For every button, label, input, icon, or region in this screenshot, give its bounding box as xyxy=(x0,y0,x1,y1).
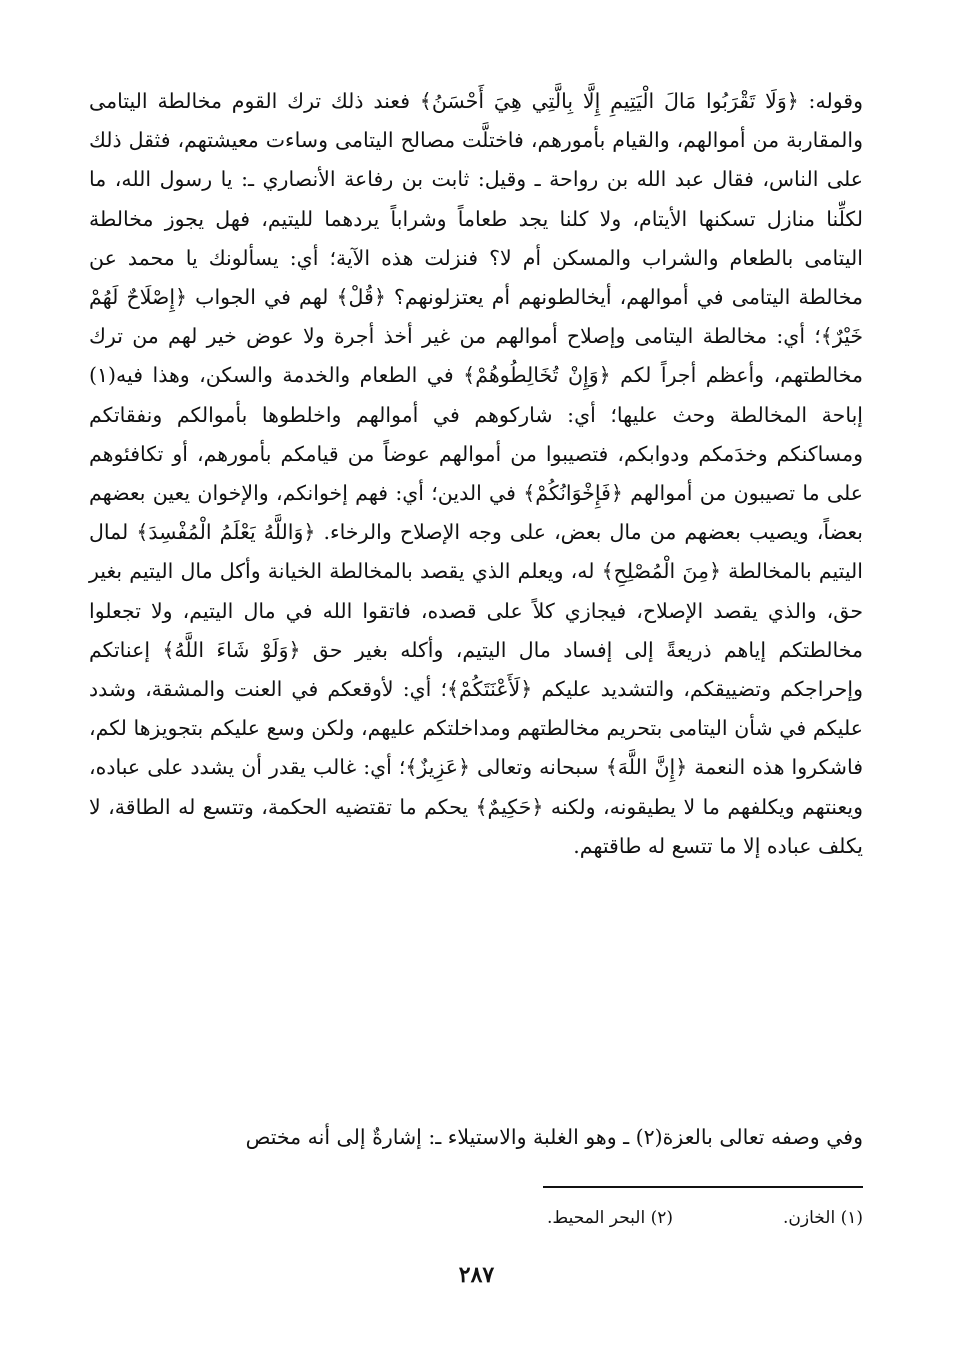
footnote-1: (١) الخازن. xyxy=(783,1208,863,1228)
page-number: ٢٨٧ xyxy=(458,1262,495,1288)
main-paragraph: وقوله: ﴿وَلَا تَقْرَبُوا مَالَ الْيَتِيمِ إِلَّا بِالَّتِي هِيَ أَحْسَنُ﴾ فعند ذلك ترك القوم مخالطة اليتامى والمقاربة من أموالهم، والقيام بأمورهم، فاختلَّت مصالح اليتامى وساءت معيشتهم، فثقل ذلك على الناس، فقال عبد الله بن رواحة ـ وقيل: ثابت بن رفاعة الأنصاري ـ: يا رسول الله، ما لكلِّنا منازل تسكنها الأيتام، ولا كلنا يجد طعاماً وشراباً يردهما لليتيم، فهل يجوز مخالطة اليتامى بالطعام والشراب والمسكن أم لا؟ فنزلت هذه الآية؛ أي: يسألونك يا محمد عن مخالطة اليتامى في أموالهم، أيخالطونهم أم يعتزلونهم؟ ﴿قُلْ﴾ لهم في الجواب ﴿إِصْلَاحٌ لَهُمْ خَيْرٌ﴾؛ أي: مخالطة اليتامى وإصلاح أموالهم من غير أخذ أجرة ولا عوض خير لهم من ترك مخالطتهم، وأعظم أجراً لكم ﴿وَإِنْ تُخَالِطُوهُمْ﴾ في الطعام والخدمة والسكن، وهذا فيه(١) إباحة المخالطة وحث عليها؛ أي: شاركوهم في أموالهم واخلطوها بأموالكم ونفقاتكم ومساكنكم وخدَمكم ودوابكم، فتصيبوا من أموالهم عوضاً من قيامكم بأمورهم، أو تكافئوهم على ما تصيبون من أموالهم ﴿فَإِخْوَانُكُمْ﴾ في الدين؛ أي: فهم إخوانكم، والإخوان يعين بعضهم بعضاً، ويصيب بعضهم من مال بعض، على وجه الإصلاح والرخاء. ﴿وَاللَّهُ يَعْلَمُ الْمُفْسِدَ﴾ لمال اليتيم بالمخالطة ﴿مِنَ الْمُصْلِحِ﴾ له، ويعلم الذي يقصد بالمخالطة الخيانة وأكل مال اليتيم بغير حق، والذي يقصد الإصلاح، فيجازي كلاً على قصده، فاتقوا الله في مال اليتيم، ولا تجعلوا مخالطتكم إياهم ذريعةً إلى إفساد مال اليتيم، وأكله بغير حق ﴿وَلَوْ شَاءَ اللَّهُ﴾ إعناتكم وإحراجكم وتضييقكم، والتشديد عليكم ﴿لَأَعْنَتَكُمْ﴾؛ أي: لأوقعكم في العنت والمشقة، وشدد عليكم في شأن اليتامى بتحريم مخالطتهم ومداخلتكم عليهم، ولكن وسع عليكم بتجويزها لكم، فاشكروا هذه النعمة ﴿إِنَّ اللَّهَ﴾ سبحانه وتعالى ﴿عَزِيزٌ﴾؛ أي: غالب يقدر أن يشدد على عباده، ويعنتهم ويكلفهم ما لا يطيقونه، ولكنه ﴿حَكِيمٌ﴾ يحكم ما تقتضيه الحكمة، وتتسع له الطاقة، لا يكلف عباده إلا ما تتسع له طاقتهم. xyxy=(89,89,863,858)
second-paragraph: وفي وصفه تعالى بالعزة(٢) ـ وهو الغلبة والاستيلاء ـ: إشارةٌ إلى أنه مختص xyxy=(245,1125,863,1149)
footnote-2: (٢) البحر المحيط. xyxy=(547,1208,674,1228)
footnote-separator xyxy=(543,1186,863,1188)
footnotes xyxy=(89,1204,863,1232)
